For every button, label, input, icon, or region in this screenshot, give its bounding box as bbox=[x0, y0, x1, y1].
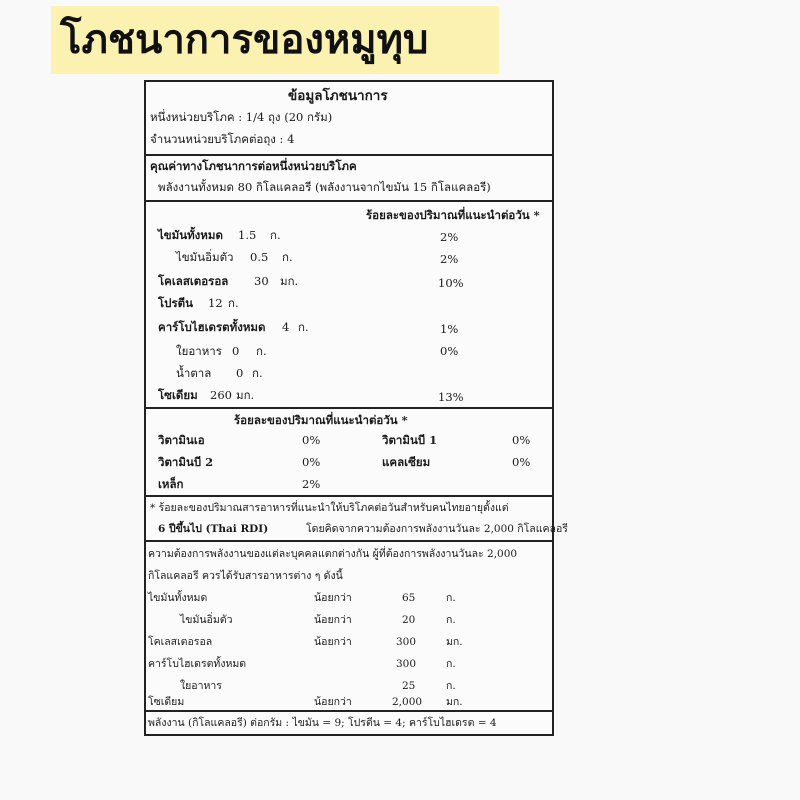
nutrient-amount: 260 bbox=[210, 388, 232, 402]
nutrient-amount: 0 bbox=[232, 344, 240, 358]
nutrient-amount: 0 bbox=[236, 366, 244, 380]
nutrient-name: ไขมันทั้งหมด bbox=[158, 228, 223, 242]
limit-unit: ก. bbox=[446, 592, 456, 604]
nutrient-name: คาร์โบไฮเดรตทั้งหมด bbox=[158, 320, 266, 334]
energy-section bbox=[146, 154, 552, 202]
limit-qualifier: น้อยกว่า bbox=[314, 636, 352, 648]
limit-value: 25 bbox=[402, 680, 416, 692]
limit-qualifier: น้อยกว่า bbox=[314, 592, 352, 604]
headline-banner bbox=[51, 6, 499, 74]
vitamin-pct: 0% bbox=[302, 455, 321, 469]
vitamins-section bbox=[146, 407, 552, 497]
vitamin-pct: 0% bbox=[512, 455, 531, 469]
nutrients-section bbox=[146, 200, 552, 409]
nutrient-amount: 30 bbox=[254, 274, 269, 288]
serving-size: หนึ่งหน่วยบริโภค : 1/4 ถุง (20 กรัม) bbox=[150, 110, 333, 124]
nutrient-name: โคเลสเตอรอล bbox=[158, 274, 229, 288]
nutrient-pct: 13% bbox=[438, 390, 464, 404]
nutrient-amount: 4 bbox=[282, 320, 290, 334]
nutrient-unit: ก. bbox=[298, 320, 309, 334]
footnote-line-2b: โดยคิดจากความต้องการพลังงานวันละ 2,000 กิโลแคลอรี bbox=[306, 523, 568, 535]
nutrient-amount: 0.5 bbox=[250, 250, 269, 264]
limit-value: 65 bbox=[402, 592, 416, 604]
needs-line-2: กิโลแคลอรี ควรได้รับสารอาหารต่าง ๆ ดังนี้ bbox=[148, 570, 343, 582]
limit-value: 300 bbox=[396, 658, 417, 670]
daily-needs-section bbox=[146, 540, 552, 712]
nutrient-unit: ก. bbox=[282, 250, 293, 264]
nutrient-amount: 12 bbox=[208, 296, 223, 310]
nutrient-name: ใยอาหาร bbox=[176, 344, 222, 358]
nutrient-pct: 0% bbox=[440, 344, 459, 358]
vitamin-name: แคลเซียม bbox=[382, 455, 431, 469]
nutrient-unit: ก. bbox=[256, 344, 267, 358]
limit-unit: มก. bbox=[446, 696, 463, 708]
limit-qualifier: น้อยกว่า bbox=[314, 696, 352, 708]
limit-name: โซเดียม bbox=[148, 696, 185, 708]
limit-name: โคเลสเตอรอล bbox=[148, 636, 213, 648]
footnote-line-2a: 6 ปีขึ้นไป (Thai RDI) bbox=[158, 523, 269, 535]
vitamin-pct: 2% bbox=[302, 477, 321, 491]
limit-unit: ก. bbox=[446, 658, 456, 670]
limit-value: 20 bbox=[402, 614, 416, 626]
needs-line-1: ความต้องการพลังงานของแต่ละบุคคลแตกต่างกัน ผู้ที่ต้องการพลังงานวันละ 2,000 bbox=[148, 548, 518, 560]
vitamin-pct: 0% bbox=[302, 433, 321, 447]
nutrient-pct: 2% bbox=[440, 230, 459, 244]
energy-per-gram: พลังงาน (กิโลแคลอรี) ต่อกรัม : ไขมัน = 9; โปรตีน = 4; คาร์โบไฮเดรต = 4 bbox=[148, 717, 497, 729]
serving-section bbox=[146, 82, 552, 156]
headline-text: โภชนาการของหมูทุบ bbox=[60, 17, 429, 63]
nutrient-amount: 1.5 bbox=[238, 228, 257, 242]
servings-per-pack: จำนวนหน่วยบริโภคต่อถุง : 4 bbox=[150, 132, 295, 146]
vitamin-name: วิตามินบี 2 bbox=[158, 455, 214, 469]
limit-name: ไขมันอิ่มตัว bbox=[180, 614, 233, 626]
nutrition-facts-panel bbox=[144, 80, 568, 736]
nutrient-unit: ก. bbox=[270, 228, 281, 242]
nutrient-pct: 2% bbox=[440, 252, 459, 266]
energy-line: พลังงานทั้งหมด 80 กิโลแคลอรี (พลังงานจากไขมัน 15 กิโลแคลอรี) bbox=[158, 180, 491, 194]
per-serving-heading: คุณค่าทางโภชนาการต่อหนึ่งหน่วยบริโภค bbox=[150, 159, 357, 173]
nutrient-unit: ก. bbox=[252, 366, 263, 380]
nutrient-pct: 10% bbox=[438, 276, 464, 290]
vitamin-name: เหล็ก bbox=[158, 477, 184, 491]
limit-unit: ก. bbox=[446, 680, 456, 692]
vitamin-name: วิตามินเอ bbox=[158, 433, 205, 447]
limit-value: 300 bbox=[396, 636, 417, 648]
vitamins-heading: ร้อยละของปริมาณที่แนะนำต่อวัน * bbox=[234, 413, 408, 427]
nutrient-name: น้ำตาล bbox=[176, 366, 212, 380]
nutrient-pct: 1% bbox=[440, 322, 459, 336]
nutrient-unit: มก. bbox=[280, 274, 299, 288]
nutrient-name: โซเดียม bbox=[158, 388, 198, 402]
limit-value: 2,000 bbox=[392, 696, 423, 708]
rdi-heading: ร้อยละของปริมาณที่แนะนำต่อวัน * bbox=[366, 208, 540, 222]
vitamin-pct: 0% bbox=[512, 433, 531, 447]
limit-name: ใยอาหาร bbox=[180, 680, 222, 692]
limit-qualifier: น้อยกว่า bbox=[314, 614, 352, 626]
vitamin-name: วิตามินบี 1 bbox=[382, 433, 438, 447]
limit-name: คาร์โบไฮเดรตทั้งหมด bbox=[148, 658, 247, 670]
footnote-section bbox=[146, 495, 568, 542]
limit-unit: ก. bbox=[446, 614, 456, 626]
footnote-line-1: * ร้อยละของปริมาณสารอาหารที่แนะนำให้บริโภคต่อวันสำหรับคนไทยอายุตั้งแต่ bbox=[150, 502, 509, 514]
limit-name: ไขมันทั้งหมด bbox=[148, 592, 208, 604]
nutrient-unit: มก. bbox=[236, 388, 255, 402]
panel-title: ข้อมูลโภชนาการ bbox=[288, 88, 388, 104]
limit-unit: มก. bbox=[446, 636, 463, 648]
nutrient-name: โปรตีน bbox=[158, 296, 193, 310]
nutrient-name: ไขมันอิ่มตัว bbox=[176, 250, 234, 264]
nutrient-unit: ก. bbox=[228, 296, 239, 310]
